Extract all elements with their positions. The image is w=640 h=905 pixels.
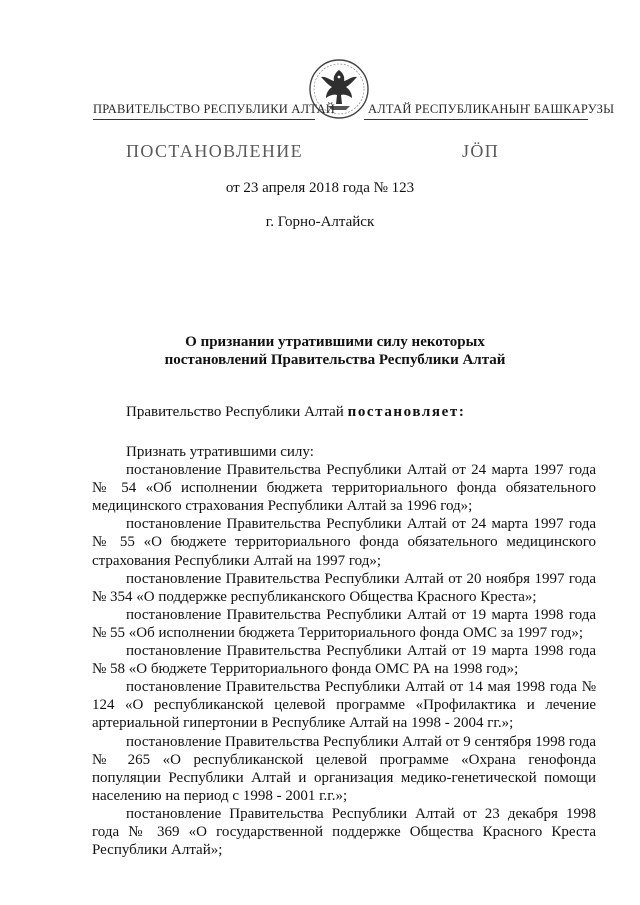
list-item: постановление Правительства Республики Алтай от 19 марта 1998 года № 58 «О бюджете Территориального фонда ОМС РА на 1998 год»; xyxy=(92,643,596,678)
list-item: постановление Правительства Республики Алтай от 20 ноября 1997 года № 354 «О поддержке республиканского Общества Красного Креста»; xyxy=(92,570,596,605)
header-rule-right xyxy=(364,119,588,120)
document-city: г. Горно-Алтайск xyxy=(265,214,375,230)
list-item: постановление Правительства Республики Алтай от 19 марта 1998 года № 55 «Об исполнении бюджета Территориального фонда ОМС за 1997 год»; xyxy=(92,606,596,641)
document-date-number: от 23 апреля 2018 года № 123 xyxy=(225,180,415,196)
title-line: О признании утратившими силу некоторых xyxy=(185,334,485,350)
document-type-altai: ЈӦП xyxy=(462,141,500,161)
list-item: постановление Правительства Республики Алтай от 9 сентября 1998 года № 265 «О республиканской целевой программе «Охрана генофонда популяции Республики Алтай и организация медико-генетической помощи населению на период с 1998 - 2001 г.г.»; xyxy=(92,733,596,804)
document-body xyxy=(92,443,596,859)
decree-clause xyxy=(126,404,465,421)
list-item: постановление Правительства Республики Алтай от 24 марта 1997 года № 54 «Об исполнении бюджета территориального фонда обязательного медицинского страхования Республики Алтай за 1996 год»; xyxy=(92,462,596,515)
paragraph-intro: Признать утратившими силу: xyxy=(126,444,314,460)
document-type-ru: ПОСТАНОВЛЕНИЕ xyxy=(126,141,304,161)
list-item: постановление Правительства Республики Алтай от 24 марта 1997 года № 55 «О бюджете территориального фонда обязательного медицинского страхования Республики Алтай на 1997 год»; xyxy=(92,516,596,569)
decree-verb: постановляет: xyxy=(347,404,466,420)
government-name-altai: АЛТАЙ РЕСПУБЛИКАНЫҤ БАШКАРУЗЫ xyxy=(368,102,615,116)
title-line: постановлений Правительства Республики Алтай xyxy=(164,352,506,368)
header-rule-left xyxy=(93,119,315,120)
list-item: постановление Правительства Республики Алтай от 14 мая 1998 года № 124 «О республиканской целевой программе «Профилактика и лечение артериальной гипертонии в Республике Алтай на 1998 - 2004 гг.»; xyxy=(92,679,596,732)
government-name-ru: ПРАВИТЕЛЬСТВО РЕСПУБЛИКИ АЛТАЙ xyxy=(93,102,335,116)
list-item: постановление Правительства Республики Алтай от 23 декабря 1998 года № 369 «О государственной поддержке Общества Красного Креста Республики Алтай»; xyxy=(92,805,596,859)
document-title xyxy=(140,333,530,369)
decree-lead: Правительство Республики Алтай xyxy=(126,404,348,420)
